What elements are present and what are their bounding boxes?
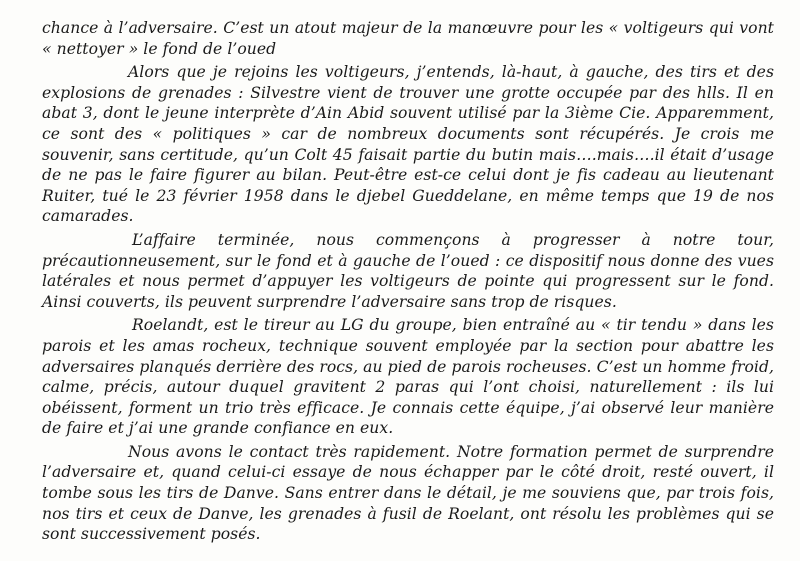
paragraph-2: Alors que je rejoins les voltigeurs, j’entends, là-haut, à gauche, des tirs et des explosions de grenades : Silvestre vient de trouver une grotte occupée par des hlls. Il en abat 3, dont le jeune interprète d’Ain Abid souvent utilisé par la 3ième Cie. Apparemment, ce sont des « politiques » car de nombreux documents sont récupérés. Je crois me souvenir, sans certitude, qu’un Colt 45 faisait partie du butin mais….mais….il était d’usage de ne pas le faire figurer au bilan. Peut-être est-ce celui dont je fis cadeau au lieutenant Ruiter, tué le 23 février 1958 dans le djebel Gueddelane, en même temps que 19 de nos camarades. bbox=[42, 63, 774, 226]
paragraph-1: chance à l’adversaire. C’est un atout majeur de la manœuvre pour les « voltigeurs qui vont « nettoyer » le fond de l’oued bbox=[42, 19, 774, 58]
paragraph-4: Roelandt, est le tireur au LG du groupe, bien entraîné au « tir tendu » dans les parois et les amas rocheux, technique souvent employée par la section pour abattre les adversaires planqués derrière des rocs, au pied de parois rocheuses. C’est un homme froid, calme, précis, autour duquel gravitent 2 paras qui l’ont choisi, naturellement : ils lui obéissent, forment un trio très efficace. Je connais cette équipe, j’ai observé leur manière de faire et j’ai une grande confiance en eux. bbox=[42, 316, 774, 438]
paragraph-3: L’affaire terminée, nous commençons à progresser à notre tour, précautionneusement, sur le fond et à gauche de l’oued : ce dispositif nous donne des vues latérales et nous permet d’appuyer les voltigeurs de pointe qui progressent sur le fond. Ainsi couverts, ils peuvent surprendre l’adversaire sans trop de risques. bbox=[42, 230, 774, 311]
page-bottom-edge bbox=[0, 555, 800, 561]
paragraph-5: Nous avons le contact très rapidement. Notre formation permet de surprendre l’adversaire et, quand celui-ci essaye de nous échapper par le côté droit, resté ouvert, il tombe sous les tirs de Danve. Sans entrer dans le détail, je me souviens que, par trois fois, nos tirs et ceux de Danve, les grenades à fusil de Roelant, ont résolu les problèmes qui se sont successivement posés. bbox=[42, 442, 774, 544]
